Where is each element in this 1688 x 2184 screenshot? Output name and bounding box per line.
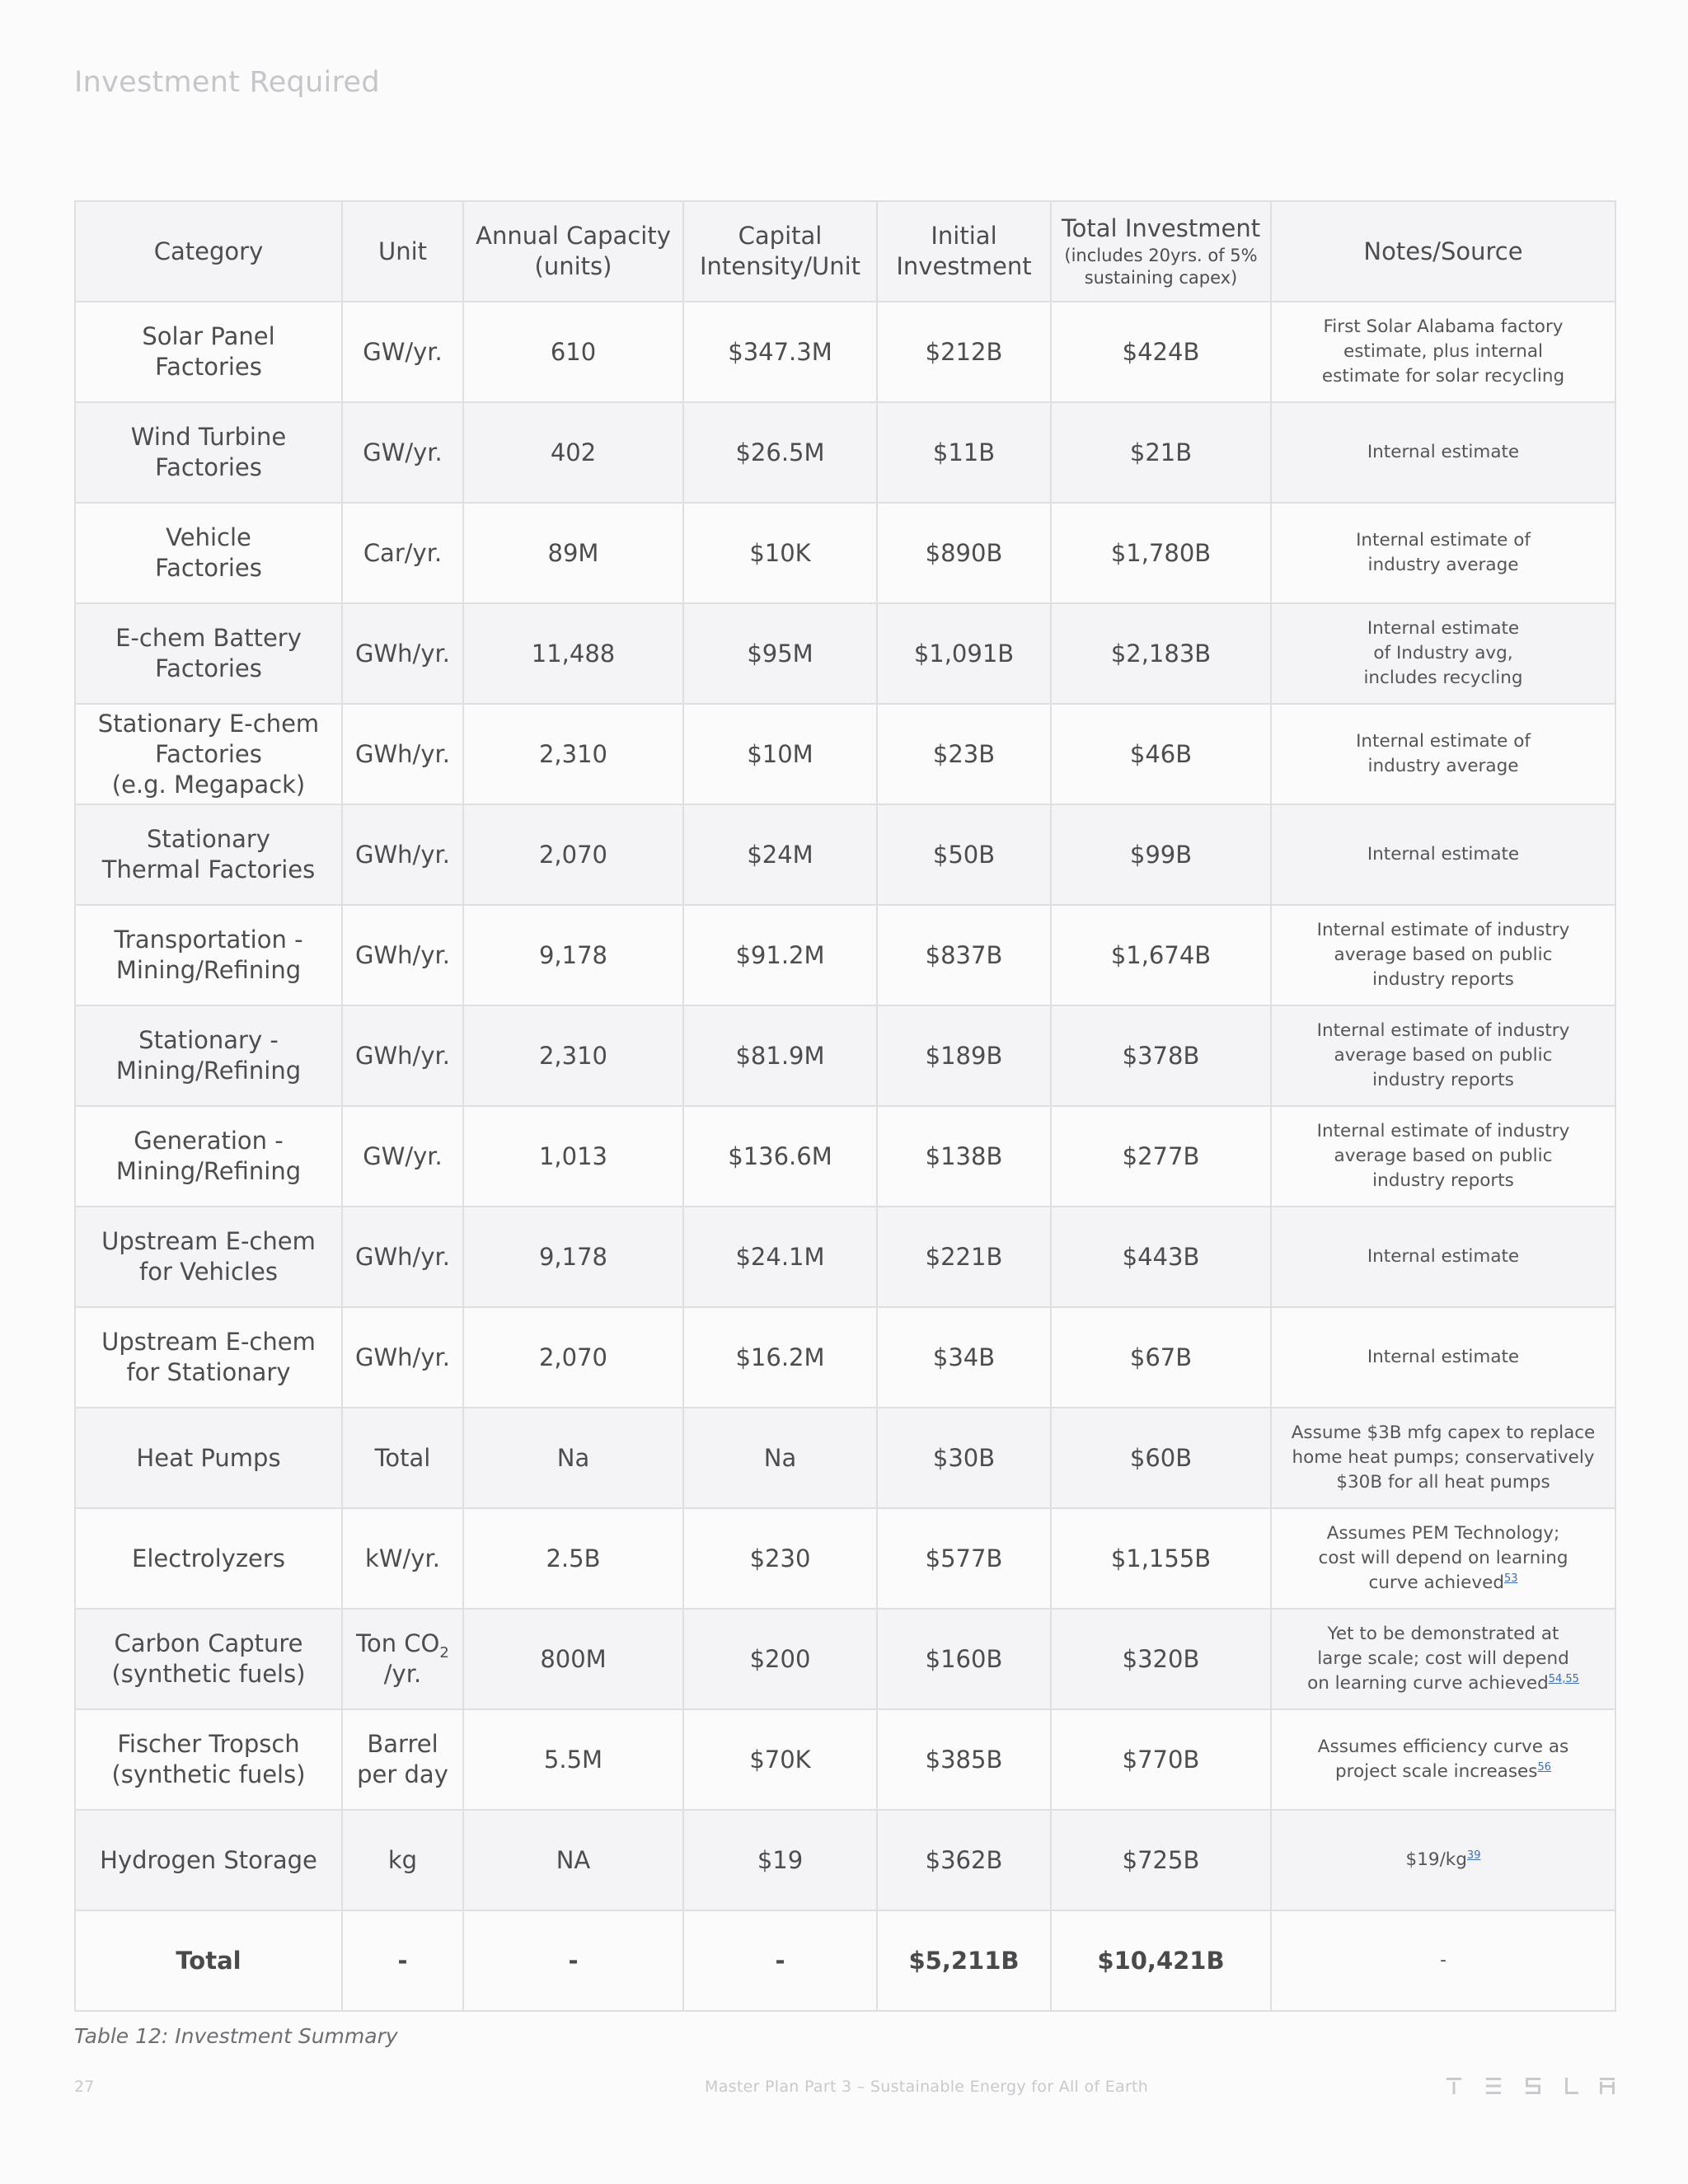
- table-row: [75, 1810, 1615, 1910]
- capital-intensity-cell: $10K: [683, 503, 877, 603]
- notes-cell: Assume $3B mfg capex to replace home heat pumps; conservatively $30B for all heat pumps: [1271, 1408, 1615, 1508]
- total-investment-cell: $320B: [1051, 1609, 1271, 1709]
- initial-investment-cell: $837B: [877, 905, 1051, 1005]
- annual-capacity-cell: 2.5B: [463, 1508, 683, 1609]
- table-row: [75, 1106, 1615, 1207]
- notes-cell: Internal estimate of industry average: [1271, 503, 1615, 603]
- initial-investment-cell: $11B: [877, 402, 1051, 503]
- category-cell: E-chem Battery Factories: [75, 603, 342, 704]
- table-row: [75, 804, 1615, 905]
- footnote-link[interactable]: 39: [1466, 1849, 1481, 1862]
- notes-cell: Internal estimate: [1271, 1307, 1615, 1408]
- unit-cell: GWh/yr.: [342, 905, 463, 1005]
- header-notes-source: Notes/Source: [1271, 201, 1615, 302]
- unit-cell: GW/yr.: [342, 402, 463, 503]
- annual-capacity-cell: 2,310: [463, 704, 683, 804]
- category-cell: Wind Turbine Factories: [75, 402, 342, 503]
- capital-intensity-cell: $24.1M: [683, 1207, 877, 1307]
- capital-intensity-cell: $230: [683, 1508, 877, 1609]
- initial-investment-cell: $160B: [877, 1609, 1051, 1709]
- total-notes: -: [1271, 1910, 1615, 2011]
- table-row: [75, 503, 1615, 603]
- header-category: Category: [75, 201, 342, 302]
- annual-capacity-cell: 610: [463, 302, 683, 402]
- table-row: [75, 1307, 1615, 1408]
- page-number: 27: [74, 2078, 95, 2096]
- annual-capacity-cell: 5.5M: [463, 1709, 683, 1810]
- table-header-row: [75, 201, 1615, 302]
- unit-cell: GWh/yr.: [342, 1207, 463, 1307]
- investment-summary-table: [74, 200, 1616, 2012]
- notes-cell: Internal estimate: [1271, 402, 1615, 503]
- total-investment-cell: $60B: [1051, 1408, 1271, 1508]
- annual-capacity-cell: 2,310: [463, 1005, 683, 1106]
- header-annual-capacity: Annual Capacity (units): [463, 201, 683, 302]
- unit-cell: Ton $CO_2$ /yr.: [342, 1609, 463, 1709]
- initial-investment-cell: $385B: [877, 1709, 1051, 1810]
- total-investment-cell: $443B: [1051, 1207, 1271, 1307]
- annual-capacity-cell: Na: [463, 1408, 683, 1508]
- table-row: [75, 603, 1615, 704]
- total-investment-cell: $277B: [1051, 1106, 1271, 1207]
- initial-investment-cell: $577B: [877, 1508, 1051, 1609]
- total-investment-cell: $770B: [1051, 1709, 1271, 1810]
- total-capacity: -: [463, 1910, 683, 2011]
- annual-capacity-cell: 89M: [463, 503, 683, 603]
- unit-cell: GW/yr.: [342, 1106, 463, 1207]
- total-initial-investment: $5,211B: [877, 1910, 1051, 2011]
- total-investment-cell: $2,183B: [1051, 603, 1271, 704]
- tesla-logo: [1447, 2078, 1615, 2094]
- total-total-investment: $10,421B: [1051, 1910, 1271, 2011]
- unit-cell: kg: [342, 1810, 463, 1910]
- initial-investment-cell: $1,091B: [877, 603, 1051, 704]
- unit-cell: GWh/yr.: [342, 804, 463, 905]
- capital-intensity-cell: $26.5M: [683, 402, 877, 503]
- unit-cell: GWh/yr.: [342, 1005, 463, 1106]
- initial-investment-cell: $23B: [877, 704, 1051, 804]
- annual-capacity-cell: 1,013: [463, 1106, 683, 1207]
- annual-capacity-cell: 402: [463, 402, 683, 503]
- unit-cell: GW/yr.: [342, 302, 463, 402]
- header-capital-intensity: Capital Intensity/Unit: [683, 201, 877, 302]
- unit-cell: kW/yr.: [342, 1508, 463, 1609]
- unit-cell: GWh/yr.: [342, 704, 463, 804]
- header-initial-investment: Initial Investment: [877, 201, 1051, 302]
- table-row: [75, 302, 1615, 402]
- table-row: [75, 1609, 1615, 1709]
- total-investment-cell: $378B: [1051, 1005, 1271, 1106]
- table-row: [75, 1709, 1615, 1810]
- initial-investment-cell: $30B: [877, 1408, 1051, 1508]
- table-row: [75, 402, 1615, 503]
- table-row: [75, 1005, 1615, 1106]
- category-cell: Carbon Capture (synthetic fuels): [75, 1609, 342, 1709]
- notes-cell: Internal estimate: [1271, 804, 1615, 905]
- document-title: Master Plan Part 3 – Sustainable Energy for All of Earth: [705, 2078, 1149, 2096]
- notes-cell: Internal estimate: [1271, 1207, 1615, 1307]
- total-investment-cell: $1,155B: [1051, 1508, 1271, 1609]
- category-cell: Stationary E-chem Factories (e.g. Megapack): [75, 704, 342, 804]
- table-row: [75, 1408, 1615, 1508]
- capital-intensity-cell: $91.2M: [683, 905, 877, 1005]
- category-cell: Upstream E-chem for Stationary: [75, 1307, 342, 1408]
- category-cell: Transportation - Mining/Refining: [75, 905, 342, 1005]
- total-investment-cell: $46B: [1051, 704, 1271, 804]
- notes-cell: Yet to be demonstrated at large scale; cost will depend on learning curve achieved$^{54,55}$: [1271, 1609, 1615, 1709]
- footnote-link[interactable]: 53: [1503, 1572, 1518, 1585]
- table-row: [75, 1207, 1615, 1307]
- total-investment-cell: $21B: [1051, 402, 1271, 503]
- total-intensity: -: [683, 1910, 877, 2011]
- total-category: Total: [75, 1910, 342, 2011]
- initial-investment-cell: $212B: [877, 302, 1051, 402]
- category-cell: Upstream E-chem for Vehicles: [75, 1207, 342, 1307]
- category-cell: Stationary Thermal Factories: [75, 804, 342, 905]
- notes-cell: First Solar Alabama factory estimate, plus internal estimate for solar recycling: [1271, 302, 1615, 402]
- capital-intensity-cell: $10M: [683, 704, 877, 804]
- unit-cell: Total: [342, 1408, 463, 1508]
- category-cell: Electrolyzers: [75, 1508, 342, 1609]
- total-row: [75, 1910, 1615, 2011]
- capital-intensity-cell: $19: [683, 1810, 877, 1910]
- table-row: [75, 1508, 1615, 1609]
- initial-investment-cell: $138B: [877, 1106, 1051, 1207]
- annual-capacity-cell: 2,070: [463, 804, 683, 905]
- total-investment-cell: $1,674B: [1051, 905, 1271, 1005]
- section-title: Investment Required: [74, 66, 380, 99]
- total-investment-cell: $67B: [1051, 1307, 1271, 1408]
- capital-intensity-cell: Na: [683, 1408, 877, 1508]
- notes-cell: $19/kg$^{39}$: [1271, 1810, 1615, 1910]
- footnote-link[interactable]: 54,55: [1548, 1672, 1579, 1685]
- unit-cell: GWh/yr.: [342, 1307, 463, 1408]
- category-cell: Stationary - Mining/Refining: [75, 1005, 342, 1106]
- capital-intensity-cell: $81.9M: [683, 1005, 877, 1106]
- category-cell: Fischer Tropsch (synthetic fuels): [75, 1709, 342, 1810]
- notes-cell: Assumes PEM Technology; cost will depend on learning curve achieved$^{53}$: [1271, 1508, 1615, 1609]
- annual-capacity-cell: 11,488: [463, 603, 683, 704]
- annual-capacity-cell: 800M: [463, 1609, 683, 1709]
- annual-capacity-cell: 9,178: [463, 1207, 683, 1307]
- capital-intensity-cell: $16.2M: [683, 1307, 877, 1408]
- category-cell: Heat Pumps: [75, 1408, 342, 1508]
- initial-investment-cell: $50B: [877, 804, 1051, 905]
- notes-cell: Internal estimate of industry average based on public industry reports: [1271, 1106, 1615, 1207]
- table-caption: Table 12: Investment Summary: [74, 2024, 398, 2048]
- annual-capacity-cell: 9,178: [463, 905, 683, 1005]
- initial-investment-cell: $34B: [877, 1307, 1051, 1408]
- capital-intensity-cell: $70K: [683, 1709, 877, 1810]
- annual-capacity-cell: NA: [463, 1810, 683, 1910]
- notes-cell: Internal estimate of industry average: [1271, 704, 1615, 804]
- category-cell: Solar Panel Factories: [75, 302, 342, 402]
- notes-cell: Internal estimate of industry average based on public industry reports: [1271, 1005, 1615, 1106]
- table-row: [75, 905, 1615, 1005]
- unit-cell: GWh/yr.: [342, 603, 463, 704]
- category-cell: Vehicle Factories: [75, 503, 342, 603]
- unit-cell: Car/yr.: [342, 503, 463, 603]
- capital-intensity-cell: $24M: [683, 804, 877, 905]
- total-investment-cell: $1,780B: [1051, 503, 1271, 603]
- notes-cell: Internal estimate of industry average based on public industry reports: [1271, 905, 1615, 1005]
- footnote-link[interactable]: 56: [1537, 1760, 1552, 1774]
- notes-cell: Internal estimate of Industry avg, includes recycling: [1271, 603, 1615, 704]
- header-total-investment: Total Investment (includes 20yrs. of 5% sustaining capex): [1051, 201, 1271, 302]
- initial-investment-cell: $362B: [877, 1810, 1051, 1910]
- capital-intensity-cell: $95M: [683, 603, 877, 704]
- unit-cell: Barrel per day: [342, 1709, 463, 1810]
- total-investment-cell: $725B: [1051, 1810, 1271, 1910]
- total-investment-cell: $424B: [1051, 302, 1271, 402]
- header-unit: Unit: [342, 201, 463, 302]
- annual-capacity-cell: 2,070: [463, 1307, 683, 1408]
- total-investment-cell: $99B: [1051, 804, 1271, 905]
- initial-investment-cell: $890B: [877, 503, 1051, 603]
- category-cell: Generation - Mining/Refining: [75, 1106, 342, 1207]
- initial-investment-cell: $221B: [877, 1207, 1051, 1307]
- category-cell: Hydrogen Storage: [75, 1810, 342, 1910]
- capital-intensity-cell: $136.6M: [683, 1106, 877, 1207]
- capital-intensity-cell: $200: [683, 1609, 877, 1709]
- table-row: [75, 704, 1615, 804]
- notes-cell: Assumes efficiency curve as project scale increases$^{56}$: [1271, 1709, 1615, 1810]
- capital-intensity-cell: $347.3M: [683, 302, 877, 402]
- initial-investment-cell: $189B: [877, 1005, 1051, 1106]
- total-unit: -: [342, 1910, 463, 2011]
